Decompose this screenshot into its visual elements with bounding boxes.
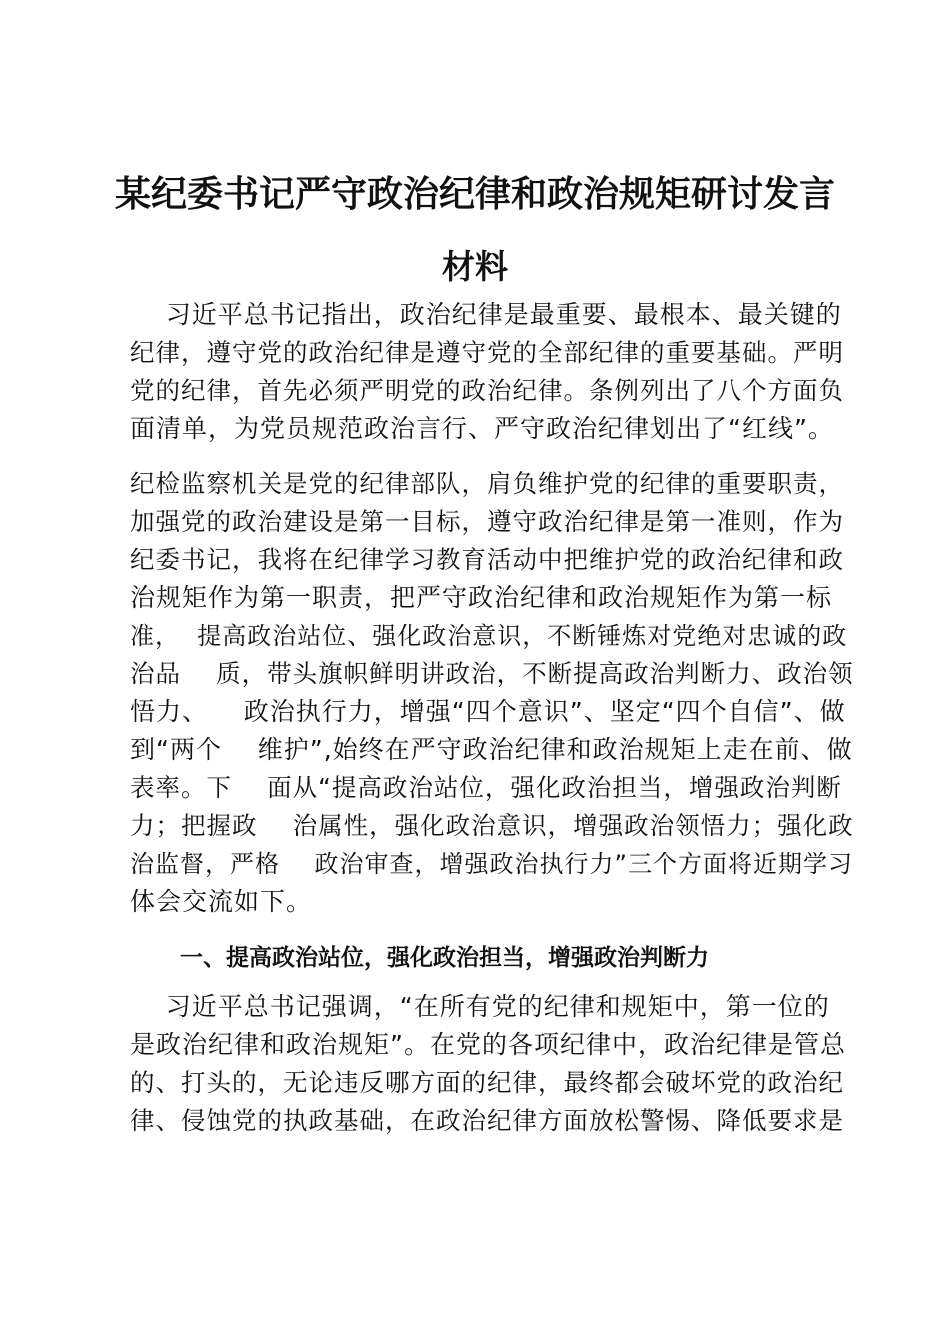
paragraph-2-line-8: 到“两个 维护”,始终在严守政治纪律和政治规矩上走在前、做 (130, 735, 853, 764)
paragraph-3-line-4: 律、侵蚀党的执政基础，在政治纪律方面放松警惕、降低要求是 (130, 1106, 844, 1135)
paragraph-2-line-6: 治品 质，带头旗帜鲜明讲政治，不断提高政治判断力、政治领 (130, 659, 854, 688)
paragraph-2-line-3: 纪委书记，我将在纪律学习教育活动中把维护党的政治纪律和政 (130, 545, 844, 574)
paragraph-1-line-4: 面清单，为党员规范政治言行、严守政治纪律划出了“红线”。 (130, 414, 834, 443)
document-title-line-1: 某纪委书记严守政治纪律和政治规矩研讨发言 (115, 174, 836, 215)
paragraph-2-line-2: 加强党的政治建设是第一目标，遵守政治纪律是第一准则，作为 (130, 507, 844, 536)
paragraph-2-line-7: 悟力、 政治执行力，增强“四个意识”、坚定“四个自信”、做 (130, 697, 846, 726)
document-title-line-2: 材料 (442, 247, 508, 286)
paragraph-2-line-5: 准， 提高政治站位、强化政治意识，不断锤炼对党绝对忠诚的政 (130, 622, 848, 650)
paragraph-3-line-3: 的、打头的，无论违反哪方面的纪律，最终都会破坏党的政治纪 (130, 1068, 844, 1097)
paragraph-1-line-3: 党的纪律，首先必须严明党的政治纪律。条例列出了八个方面负 (130, 376, 844, 405)
paragraph-1-line-1: 习近平总书记指出，政治纪律是最重要、最根本、最关键的 (130, 300, 842, 329)
paragraph-2-line-4: 治规矩作为第一职责，把严守政治纪律和政治规矩作为第一标 (130, 583, 833, 612)
paragraph-2-line-12: 体会交流如下。 (130, 887, 313, 916)
paragraph-2-line-9: 表率。下 面从“提高政治站位，强化政治担当，增强政治判断 (130, 773, 842, 802)
paragraph-1-line-2: 纪律，遵守党的政治纪律是遵守党的全部纪律的重要基础。严明 (130, 338, 844, 367)
paragraph-2-line-10: 力；把握政 治属性，强化政治意识，增强政治领悟力；强化政 (130, 811, 854, 840)
paragraph-3-line-2: 是政治纪律和政治规矩”。在党的各项纪律中，政治纪律是管总 (130, 1030, 846, 1059)
section-heading-1: 一、提高政治站位，强化政治担当，增强政治判断力 (180, 945, 709, 971)
paragraph-3-line-1: 习近平总书记强调，“在所有党的纪律和规矩中，第一位的 (130, 992, 830, 1021)
paragraph-2-line-11: 治监督，严格 政治审查，增强政治执行力”三个方面将近期学习 (130, 850, 853, 878)
paragraph-2-line-1: 纪检监察机关是党的纪律部队，肩负维护党的纪律的重要职责， (130, 469, 844, 498)
